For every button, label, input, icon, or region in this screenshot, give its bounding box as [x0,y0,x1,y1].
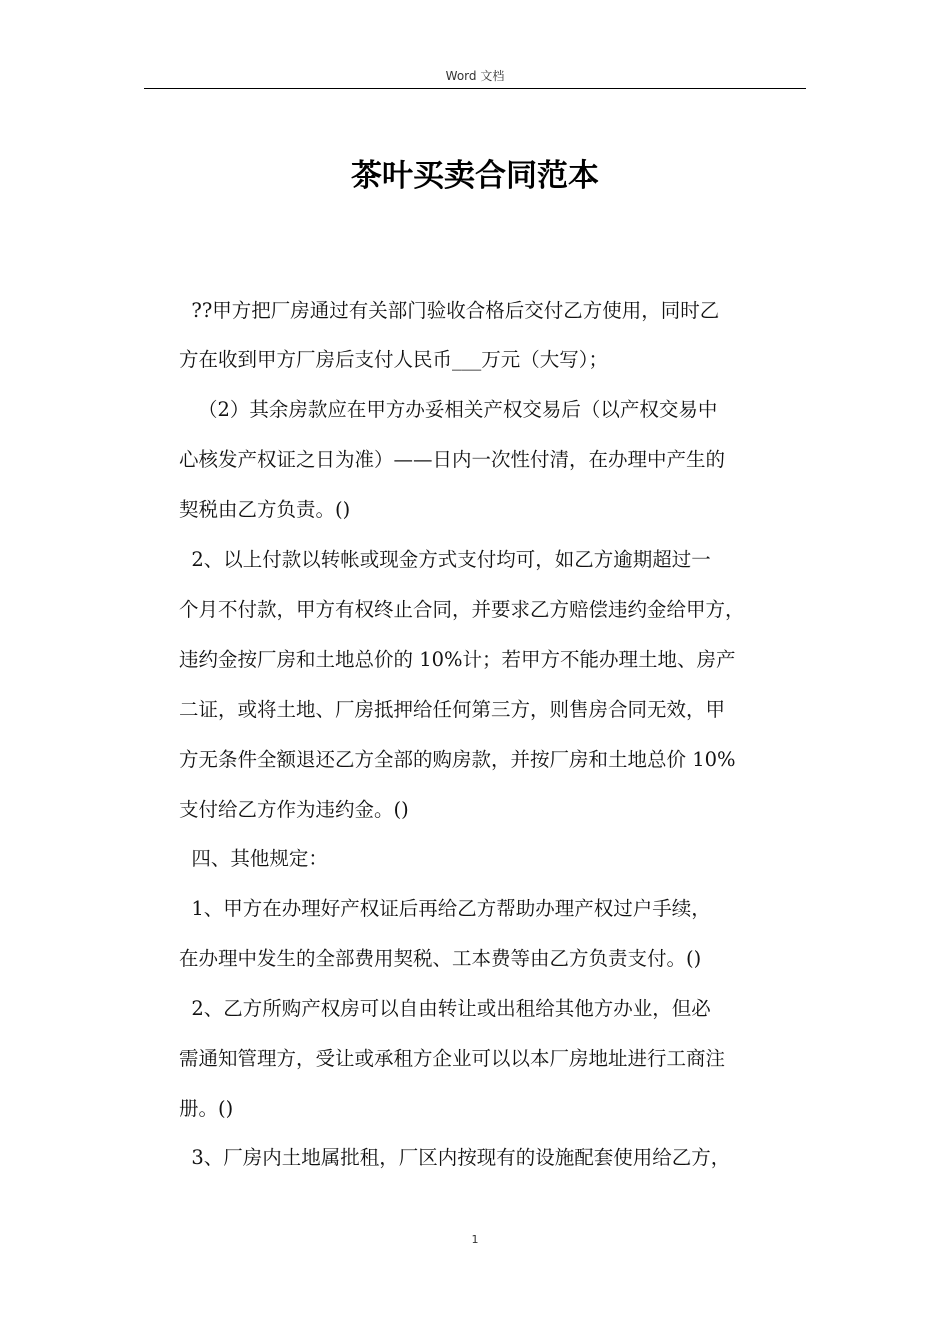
body-line: 心核发产权证之日为准）——日内一次性付清，在办理中产生的 [179,448,726,471]
body-line: 违约金按厂房和土地总价的 10%计；若甲方不能办理土地、房产 [179,648,736,671]
body-line: 支付给乙方作为违约金。() [179,798,409,821]
body-line: ??甲方把厂房通过有关部门验收合格后交付乙方使用，同时乙 [179,299,720,322]
body-line: 在办理中发生的全部费用契税、工本费等由乙方负责支付。() [179,947,702,970]
body-line: 3、厂房内土地属批租，厂区内按现有的设施配套使用给乙方， [179,1146,731,1169]
body-line: 方无条件全额退还乙方全部的购房款，并按厂房和土地总价 10% [179,748,736,771]
document-title: 茶叶买卖合同范本 [351,158,599,194]
body-line: 2、乙方所购产权房可以自由转让或出租给其他方办业，但必 [179,997,711,1020]
body-line: 2、以上付款以转帐或现金方式支付均可，如乙方逾期超过一 [179,548,711,571]
body-line: 契税由乙方负责。() [179,498,351,521]
body-line: 册。() [179,1097,234,1120]
page-header-label: Word 文档 [445,69,505,83]
header-divider [144,88,806,89]
body-line: （2）其余房款应在甲方办妥相关产权交易后（以产权交易中 [198,398,718,421]
body-line: 二证，或将土地、厂房抵押给任何第三方，则售房合同无效，甲 [179,698,726,721]
body-line: 方在收到甲方厂房后支付人民币___万元（大写）； [179,348,609,371]
body-line: 需通知管理方，受让或承租方企业可以以本厂房地址进行工商注 [179,1047,726,1070]
body-line: 个月不付款，甲方有权终止合同，并要求乙方赔偿违约金给甲方， [179,598,745,621]
section-heading: 四、其他规定： [179,847,328,870]
page-number: 1 [471,1233,479,1246]
body-line: 1、甲方在办理好产权证后再给乙方帮助办理产权过户手续， [179,897,711,920]
